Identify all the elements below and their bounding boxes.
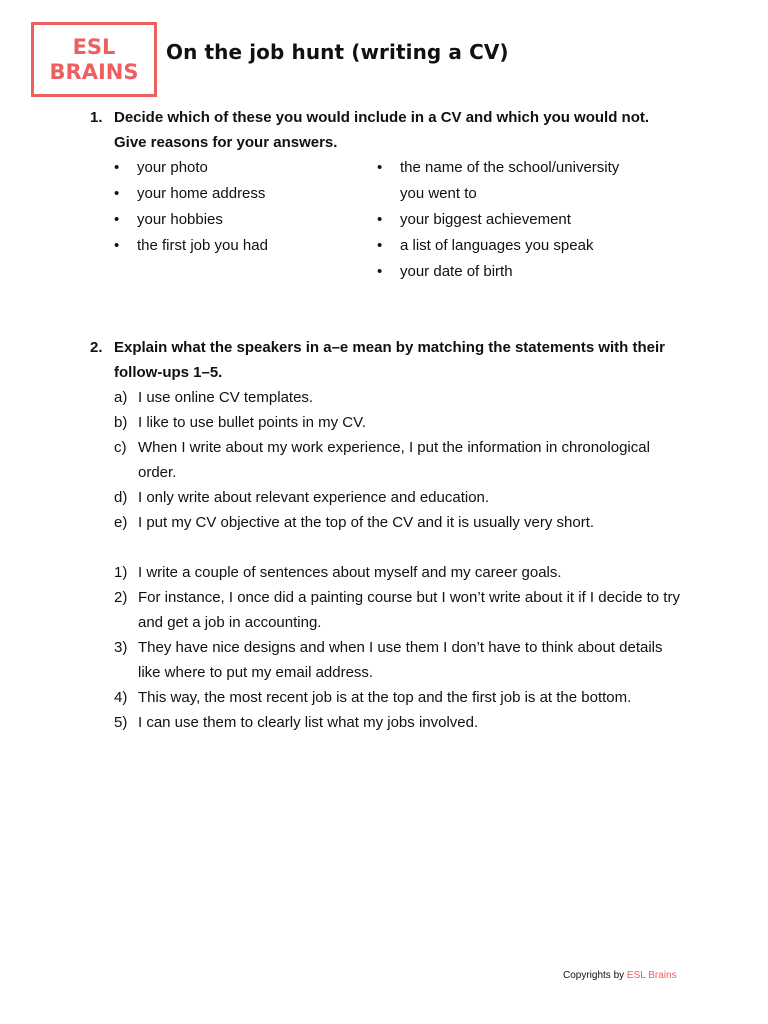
statement-item <box>114 510 690 535</box>
question-2 <box>90 335 690 735</box>
copyright-brand-link[interactable]: ESL Brains <box>626 970 677 981</box>
statement-text: I use online CV templates. <box>138 389 314 406</box>
logo-line-1: ESL <box>72 34 116 59</box>
followup-list <box>114 560 690 735</box>
statement-label: a) <box>114 389 128 406</box>
list-item-text: the first job you had <box>137 237 268 254</box>
bullet-icon: • <box>377 237 383 254</box>
bullet-icon: • <box>114 211 120 228</box>
bullet-icon: • <box>114 159 120 176</box>
page-title: On the job hunt (writing a CV) <box>166 40 509 64</box>
list-item-text: your photo <box>137 159 208 176</box>
statement-label: d) <box>114 489 128 506</box>
list-item <box>114 233 377 259</box>
statement-item <box>114 485 690 510</box>
question-2-prompt: Explain what the speakers in a–e mean by matching the statements with their follow-ups 1–5. <box>114 339 665 381</box>
list-item <box>377 155 677 207</box>
statement-text: I put my CV objective at the top of the CV and it is usually very short. <box>138 514 595 531</box>
followup-label: 4) <box>114 689 128 706</box>
followup-item <box>114 710 690 735</box>
statement-text: I like to use bullet points in my CV. <box>138 414 366 431</box>
list-item-text: the name of the school/university you went to <box>400 159 620 202</box>
question-1-header <box>90 105 690 155</box>
statement-label: c) <box>114 439 127 456</box>
followup-text: I write a couple of sentences about myself and my career goals. <box>138 564 562 581</box>
bullet-icon: • <box>377 263 383 280</box>
list-item <box>114 207 377 233</box>
followup-label: 1) <box>114 564 128 581</box>
followup-text: For instance, I once did a painting course but I won’t write about it if I decide to try and get a job in accounting. <box>138 589 680 631</box>
bullet-icon: • <box>114 237 120 254</box>
list-item <box>114 155 377 181</box>
statement-item <box>114 410 690 435</box>
question-2-header <box>90 335 690 385</box>
statement-label: b) <box>114 414 128 431</box>
question-1-number: 1. <box>90 109 103 126</box>
copyright-footer <box>563 970 677 981</box>
followup-label: 3) <box>114 639 128 656</box>
followup-item <box>114 685 690 710</box>
esl-brains-logo <box>31 22 157 97</box>
copyright-prefix: Copyrights by <box>563 970 625 981</box>
item-list-right <box>377 155 677 285</box>
followup-label: 2) <box>114 589 128 606</box>
statement-list <box>114 385 690 535</box>
followup-text: They have nice designs and when I use them I don’t have to think about details like where to put my email address. <box>138 639 663 681</box>
list-item-text: your hobbies <box>137 211 223 228</box>
followup-item <box>114 635 690 685</box>
followup-text: This way, the most recent job is at the top and the first job is at the bottom. <box>138 689 632 706</box>
list-item-text: your home address <box>137 185 266 202</box>
followup-item <box>114 560 690 585</box>
list-item-text: your biggest achievement <box>400 211 571 228</box>
statement-item <box>114 435 690 485</box>
followup-item <box>114 585 690 635</box>
item-list-left <box>114 155 377 285</box>
statement-text: When I write about my work experience, I put the information in chronological order. <box>138 439 650 481</box>
bullet-icon: • <box>114 185 120 202</box>
list-item <box>377 233 677 259</box>
statement-text: I only write about relevant experience and education. <box>138 489 490 506</box>
question-1-lists <box>114 155 690 285</box>
statement-item <box>114 385 690 410</box>
logo-line-2: BRAINS <box>49 59 139 84</box>
list-item <box>114 181 377 207</box>
question-1 <box>90 105 690 285</box>
bullet-icon: • <box>377 159 383 176</box>
list-item-text: a list of languages you speak <box>400 237 594 254</box>
question-2-number: 2. <box>90 339 103 356</box>
list-item <box>377 259 677 285</box>
followup-label: 5) <box>114 714 128 731</box>
followup-text: I can use them to clearly list what my jobs involved. <box>138 714 479 731</box>
list-item-text: your date of birth <box>400 263 513 280</box>
list-item <box>377 207 677 233</box>
question-1-prompt: Decide which of these you would include in a CV and which you would not. Give reasons for your answers. <box>114 109 650 151</box>
bullet-icon: • <box>377 211 383 228</box>
statement-label: e) <box>114 514 128 531</box>
